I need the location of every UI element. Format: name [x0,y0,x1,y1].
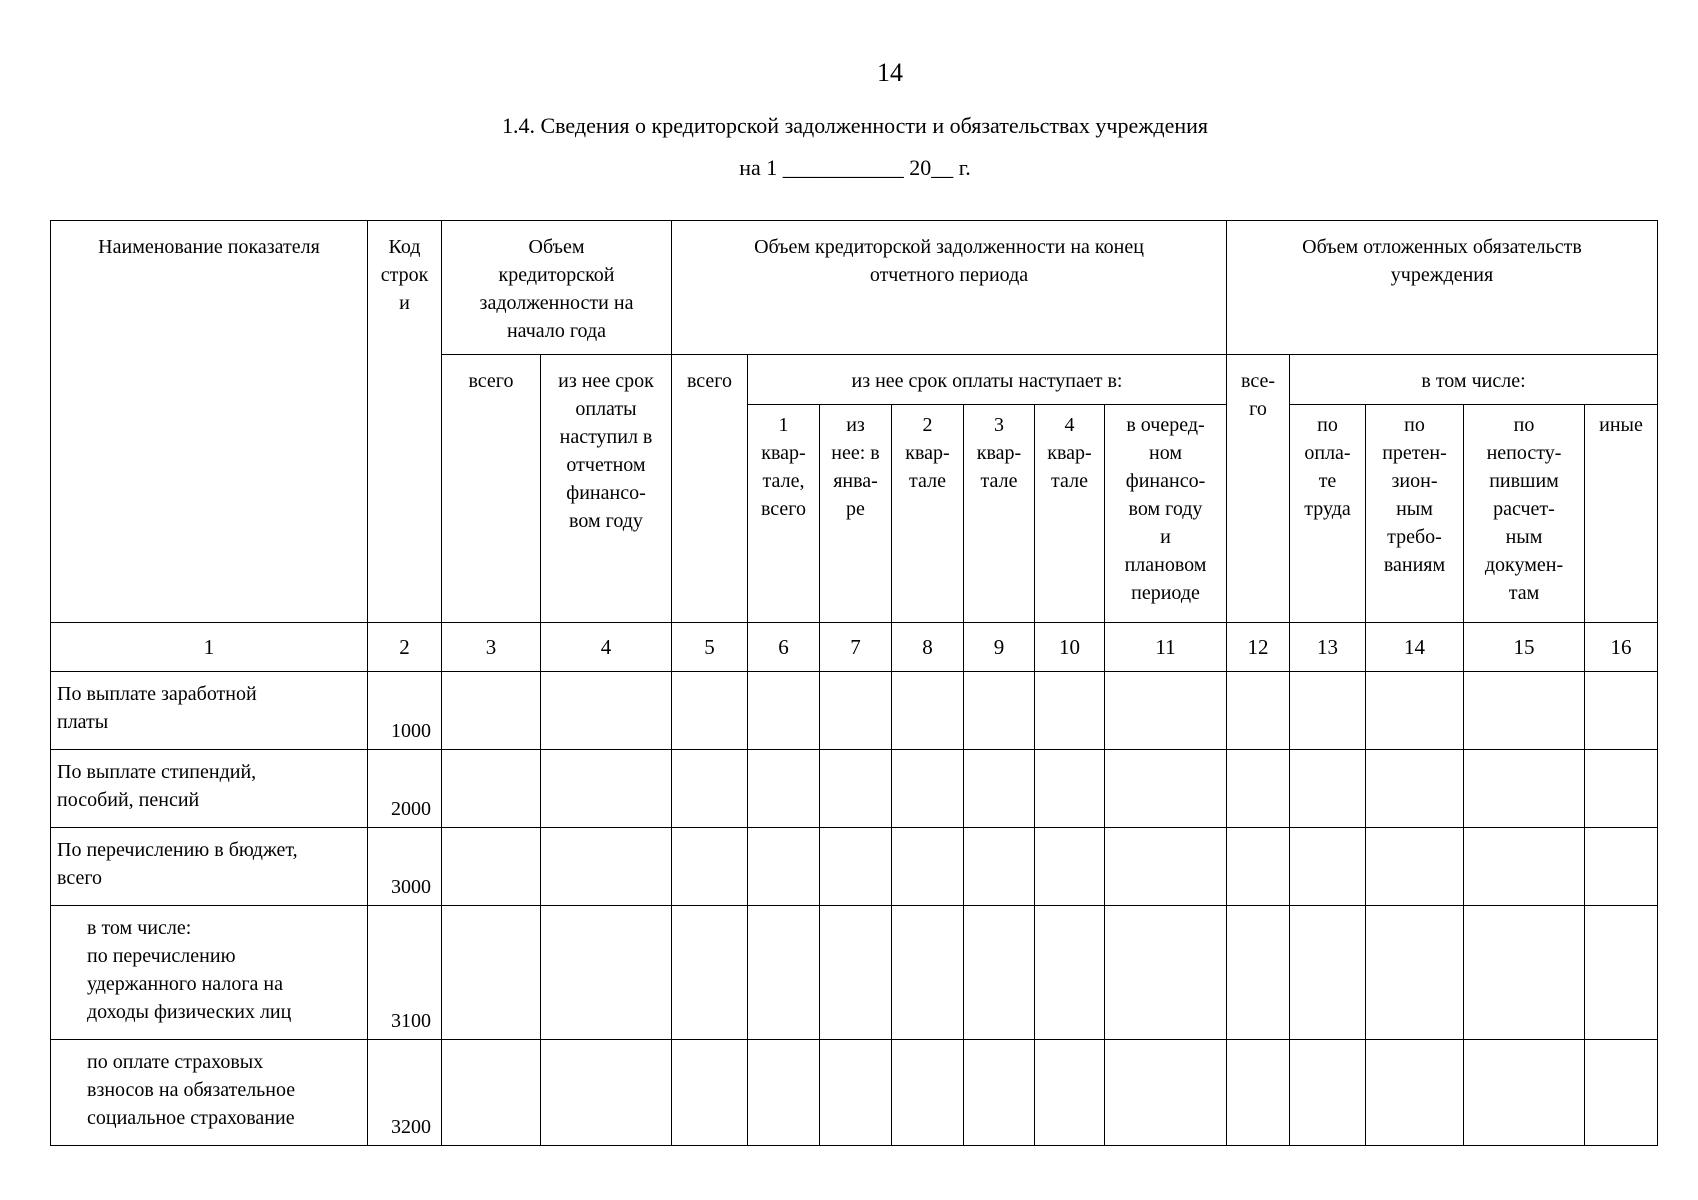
header-end-total: всего [672,355,748,623]
table-row [51,1040,1658,1146]
data-cell [1035,1040,1105,1146]
row-name: по оплате страховых взносов на обязательное социальное страхование [51,1040,368,1146]
data-cell [1227,1040,1290,1146]
data-cell [672,906,748,1040]
row-code: 3000 [368,828,442,906]
header-q3: 3 квар- тале [964,405,1035,623]
data-cell [892,906,964,1040]
row-name: в том числе: по перечислению удержанного налога на доходы физических лиц [51,906,368,1040]
column-number: 1 [51,623,368,672]
page-number: 14 [877,58,903,87]
column-number: 15 [1464,623,1585,672]
data-cell [1105,906,1227,1040]
creditor-debt-table-wrapper [50,220,1658,1146]
data-cell [442,906,541,1040]
column-number: 6 [748,623,820,672]
data-cell [820,828,892,906]
data-cell [1035,750,1105,828]
header-end-group: Объем кредиторской задолженности на конец отчетного периода [672,221,1227,355]
date-line: на 1 ___________ 20__ г. [739,155,971,180]
data-cell [672,828,748,906]
table-row [51,750,1658,828]
header-end-due-group: из нее срок оплаты наступает в: [748,355,1227,405]
column-number: 10 [1035,623,1105,672]
data-cell [748,828,820,906]
header-begin-group: Объем кредиторской задолженности на начало года [442,221,672,355]
document-title: 1.4. Сведения о кредиторской задолженности и обязательствах учреждения [501,113,1209,138]
data-cell [1366,828,1464,906]
data-cell [964,828,1035,906]
column-number: 13 [1290,623,1366,672]
header-deferred-including: в том числе: [1290,355,1658,405]
header-name: Наименование показателя [51,221,368,623]
column-number: 11 [1105,623,1227,672]
data-cell [541,906,672,1040]
data-cell [1464,750,1585,828]
row-code: 2000 [368,750,442,828]
data-cell [892,1040,964,1146]
data-cell [1035,828,1105,906]
row-code: 1000 [368,672,442,750]
data-cell [820,1040,892,1146]
creditor-debt-table [50,220,1658,1146]
data-cell [1464,828,1585,906]
data-cell [820,672,892,750]
row-code: 3200 [368,1040,442,1146]
data-cell [964,906,1035,1040]
data-cell [541,828,672,906]
header-q4: 4 квар- тале [1035,405,1105,623]
header-deferred-total: все- го [1227,355,1290,623]
column-number: 5 [672,623,748,672]
data-cell [442,1040,541,1146]
header-next-period: в очеред- ном финансо- вом году и плановом периоде [1105,405,1227,623]
row-code: 3100 [368,906,442,1040]
data-cell [672,672,748,750]
data-cell [1227,906,1290,1040]
data-cell [1585,672,1658,750]
header-q2: 2 квар- тале [892,405,964,623]
header-deferred-claims: по претен- зион- ным требо- ваниям [1366,405,1464,623]
row-name: По перечислению в бюджет, всего [51,828,368,906]
data-cell [1585,750,1658,828]
header-begin-due: из нее срок оплаты наступил в отчетном финансо- вом году [541,355,672,623]
data-cell [1366,750,1464,828]
column-number: 14 [1366,623,1464,672]
data-cell [1464,672,1585,750]
data-cell [820,750,892,828]
data-cell [748,906,820,1040]
column-number: 16 [1585,623,1658,672]
header-deferred-other: иные [1585,405,1658,623]
data-cell [1366,672,1464,750]
table-row [51,828,1658,906]
data-cell [1290,828,1366,906]
data-cell [964,672,1035,750]
data-cell [1105,1040,1227,1146]
data-cell [964,1040,1035,1146]
column-number: 2 [368,623,442,672]
row-name: По выплате стипендий, пособий, пенсий [51,750,368,828]
data-cell [1227,672,1290,750]
data-cell [1227,828,1290,906]
data-cell [748,1040,820,1146]
data-cell [964,750,1035,828]
data-cell [541,672,672,750]
data-cell [820,906,892,1040]
data-cell [1290,1040,1366,1146]
data-cell [1227,750,1290,828]
header-deferred-wages: по опла- те труда [1290,405,1366,623]
data-cell [541,750,672,828]
data-cell [1585,828,1658,906]
data-cell [541,1040,672,1146]
header-begin-total: всего [442,355,541,623]
data-cell [892,750,964,828]
row-name: По выплате заработной платы [51,672,368,750]
column-number: 9 [964,623,1035,672]
data-cell [442,672,541,750]
data-cell [1464,906,1585,1040]
header-q1-total: 1 квар- тале, всего [748,405,820,623]
data-cell [1290,906,1366,1040]
column-number: 3 [442,623,541,672]
data-cell [1366,906,1464,1040]
column-number: 8 [892,623,964,672]
data-cell [1464,1040,1585,1146]
data-cell [1035,906,1105,1040]
header-deferred-group: Объем отложенных обязательств учреждения [1227,221,1658,355]
data-cell [1585,906,1658,1040]
column-number: 7 [820,623,892,672]
table-row [51,672,1658,750]
data-cell [442,750,541,828]
data-cell [1105,828,1227,906]
data-cell [892,672,964,750]
header-q1-january: из нее: в янва- ре [820,405,892,623]
data-cell [1105,750,1227,828]
data-cell [748,750,820,828]
table-row [51,906,1658,1040]
data-cell [1105,672,1227,750]
data-cell [748,672,820,750]
data-cell [1366,1040,1464,1146]
column-numbers-row [51,623,1658,672]
data-cell [1035,672,1105,750]
column-number: 4 [541,623,672,672]
data-cell [1290,672,1366,750]
data-cell [1290,750,1366,828]
data-cell [892,828,964,906]
data-cell [442,828,541,906]
data-cell [672,750,748,828]
header-deferred-documents: по непосту- пившим расчет- ным докумен- там [1464,405,1585,623]
data-cell [672,1040,748,1146]
header-code: Код строк и [368,221,442,623]
data-cell [1585,1040,1658,1146]
column-number: 12 [1227,623,1290,672]
